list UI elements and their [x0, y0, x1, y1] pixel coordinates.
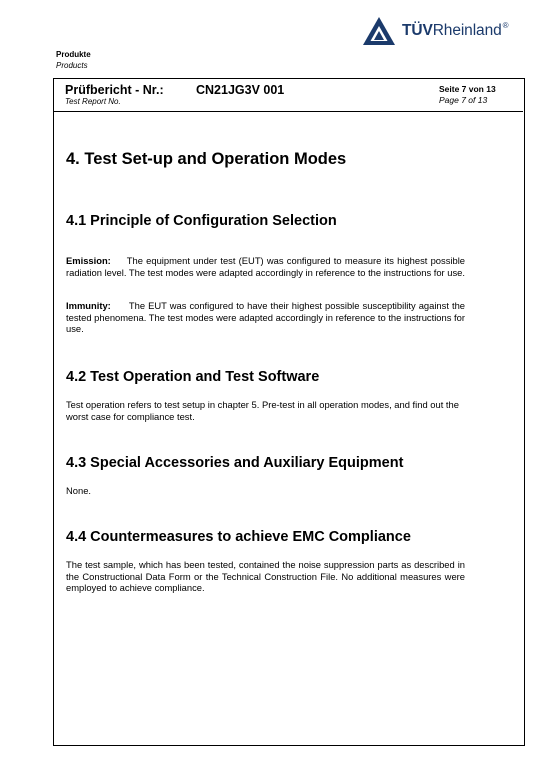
- report-header: [53, 78, 523, 112]
- section-heading-4-3: 4.3 Special Accessories and Auxiliary Equipment: [66, 455, 404, 471]
- section-heading-4-1: 4.1 Principle of Configuration Selection: [66, 213, 337, 229]
- page-number-en: Page 7 of 13: [439, 95, 488, 105]
- brand-name: TÜVRheinland®: [402, 21, 509, 39]
- report-number-label: Prüfbericht - Nr.:: [65, 83, 164, 97]
- section-heading-4-2: 4.2 Test Operation and Test Software: [66, 369, 320, 385]
- paragraph-immunity: Immunity: The EUT was configured to have their highest possible susceptibility against the tested phenomena. The test modes were adapted accordingly in reference to the instructions for use.: [66, 300, 465, 335]
- product-label-en: Products: [56, 61, 88, 70]
- report-number: CN21JG3V 001: [196, 83, 285, 97]
- tuv-triangle-logo-icon: [362, 16, 396, 46]
- section-title: 4. Test Set-up and Operation Modes: [66, 150, 347, 168]
- page-number: Seite 7 von 13: [439, 84, 496, 94]
- paragraph-accessories: None.: [66, 485, 92, 496]
- paragraph-countermeasures: The test sample, which has been tested, contained the noise suppression parts as described in the Constructional Data Form or the Technical Construction File. No additional measures were employed to achieve compliance.: [66, 559, 465, 594]
- paragraph-test-operation: Test operation refers to test setup in chapter 5. Pre-test in all operation modes, and find out the worst case for compliance test.: [66, 399, 459, 422]
- paragraph-emission: Emission: The equipment under test (EUT) was configured to measure its highest possible radiation level. The test modes were adapted accordingly in reference to the instructions for use.: [66, 255, 466, 278]
- report-number-label-en: Test Report No.: [65, 97, 121, 106]
- product-label: Produkte: [56, 50, 91, 59]
- tuv-rheinland-logo: [362, 16, 527, 48]
- section-heading-4-4: 4.4 Countermeasures to achieve EMC Compliance: [66, 529, 411, 545]
